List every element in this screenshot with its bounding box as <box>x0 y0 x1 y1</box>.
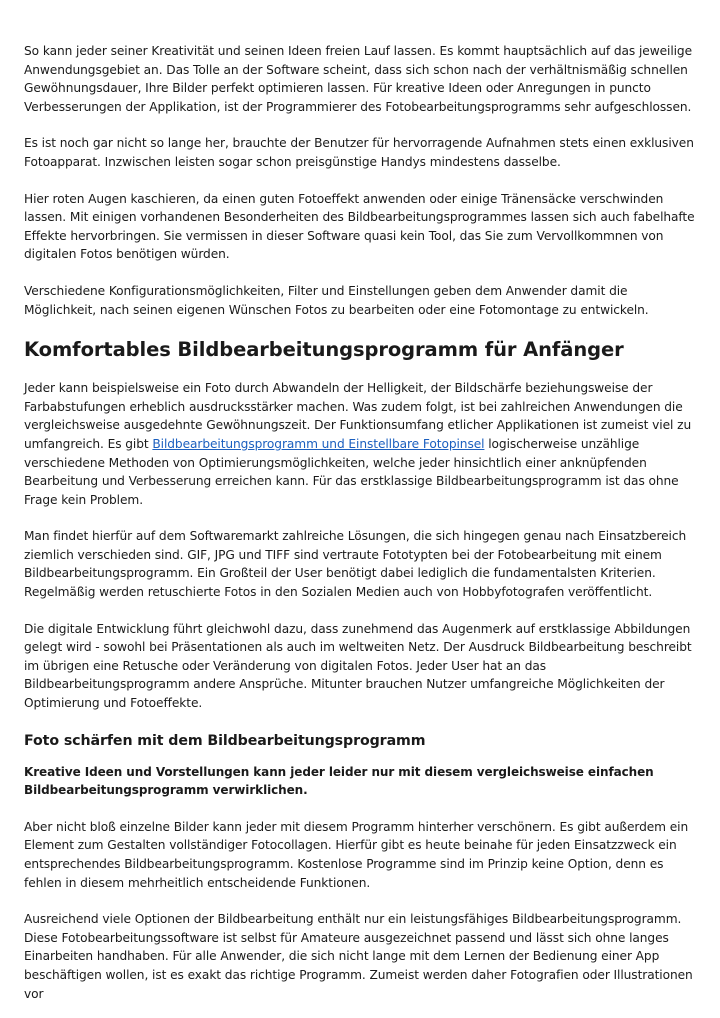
paragraph-intro-2: Es ist noch gar nicht so lange her, brauchte der Benutzer für hervorragende Aufnahmen stets einen exklusiven Fotoapparat. Inzwischen leisten sogar schon preisgünstige Handys mindestens dasselbe. <box>24 136 694 169</box>
bold-lead-paragraph: Kreative Ideen und Vorstellungen kann jeder leider nur mit diesem vergleichsweise einfachen Bildbearbeitungsprogramm verwirklichen. <box>24 764 654 798</box>
paragraph-middle-1: Man findet hierfür auf dem Softwaremarkt zahlreiche Lösungen, die sich hingegen genau nach Einsatzbereich ziemlich verschieden sind. GIF, JPG und TIFF sind vertraute Fototypten bei der Fotobearbeitung mit einem Bildbearbeitungsprogramm. Ein Großteil der User benötigt dabei lediglich die fundamentalsten Kriterien. Regelmäßig werden retuschierte Fotos in den Sozialen Medien auch von Hobbyfotografen veröffentlicht. <box>24 529 687 600</box>
paragraph-end-1: Aber nicht bloß einzelne Bilder kann jeder mit diesem Programm hinterher verschönern. Es gibt außerdem ein Element zum Gestalten vollständiger Fotocollagen. Hierfür gibt es heute beinahe für jeden Einsatzzweck ein entsprechendes Bildbearbeitungsprogramm. Kostenlose Programme sind im Prinzip keine Option, denn es fehlen in diesem mehrheitlich entscheidende Funktionen. <box>24 819 689 890</box>
link-paragraph-after: logischerweise unzählige verschiedene Methoden von Optimierungsmöglichkeiten, welche jeder hinsichtlich einer anknüpfenden Bearbeitung und Verbesserung erreichen kann. Für das erstklassige Bildbearbeitungsprogramm ist das ohne Frage kein Problem. <box>24 436 679 507</box>
paragraph-intro-3: Hier roten Augen kaschieren, da einen guten Fotoeffekt anwenden oder einige Tränensäcke verschwinden lassen. Mit einigen vorhandenen Besonderheiten des Bildbearbeitungsprogrammes lassen sich auch fabelhafte Effekte hervorbringen. Sie vermissen in dieser Software quasi kein Tool, das Sie zum Vervollkommnen von digitalen Fotos benötigen würden. <box>24 191 695 262</box>
link-paragraph-before: Jeder kann beispielsweise ein Foto durch Abwandeln der Helligkeit, der Bildschärfe beziehungsweise der Farbabstufungen erheblich ausdrucksstärker machen. Was zudem folgt, ist bei zahlreichen Anwendungen die vergleichsweise ausgedehnte Gewöhnungszeit. Der Funktionsumfang etlicher Applikationen ist zumeist viel zu umfangreich. Es gibt <box>24 381 692 451</box>
paragraph-middle-2: Die digitale Entwicklung führt gleichwohl dazu, dass zunehmend das Augenmerk auf erstklassige Abbildungen gelegt wird - sowohl bei Präsentationen als auch im weltweiten Netz. Der Ausdruck Bildbearbeitung beschreibt im übrigen eine Retusche oder Veränderung von digitalen Fotos. Jeder User hat an das Bildbearbeitungsprogramm andere Ansprüche. Mitunter brauchen Nutzer umfangreiche Möglichkeiten der Optimierung und Fotoeffekte. <box>24 621 692 711</box>
section-heading-sub: Foto schärfen mit dem Bildbearbeitungsprogramm <box>24 732 426 749</box>
inline-link[interactable]: Bildbearbeitungsprogramm und Einstellbare Fotopinsel <box>152 436 485 451</box>
paragraph-intro-1: So kann jeder seiner Kreativität und seinen Ideen freien Lauf lassen. Es kommt hauptsächlich auf das jeweilige Anwendungsgebiet an. Das Tolle an der Software scheint, dass sich schon nach der verhältnismäßig schnellen Gewöhnungsdauer, Ihre Bilder perfekt optimieren lassen. Für kreative Ideen oder Anregungen in puncto Verbesserungen der Applikation, ist der Programmierer des Fotobearbeitungsprogramms sehr aufgeschlossen. <box>24 44 693 114</box>
paragraph-end-2: Ausreichend viele Optionen der Bildbearbeitung enthält nur ein leistungsfähiges Bildbearbeitungsprogramm. Diese Fotobearbeitungssoftware ist selbst für Amateure ausgezeichnet passend und lässt sich ohne langes Einarbeiten handhaben. Für alle Anwender, die sich nicht lange mit dem Lernen der Bedienung einer App beschäftigen wollen, ist es exakt das richtige Programm. Zumeist werden daher Fotografien oder Illustrationen vor <box>24 912 693 1001</box>
section-heading-main: Komfortables Bildbearbeitungsprogramm für Anfänger <box>24 338 624 362</box>
paragraph-intro-4: Verschiedene Konfigurationsmöglichkeiten, Filter und Einstellungen geben dem Anwender damit die Möglichkeit, nach seinen eigenen Wünschen Fotos zu bearbeiten oder eine Fotomontage zu entwickeln. <box>24 283 649 317</box>
paragraph-with-link <box>24 379 698 509</box>
